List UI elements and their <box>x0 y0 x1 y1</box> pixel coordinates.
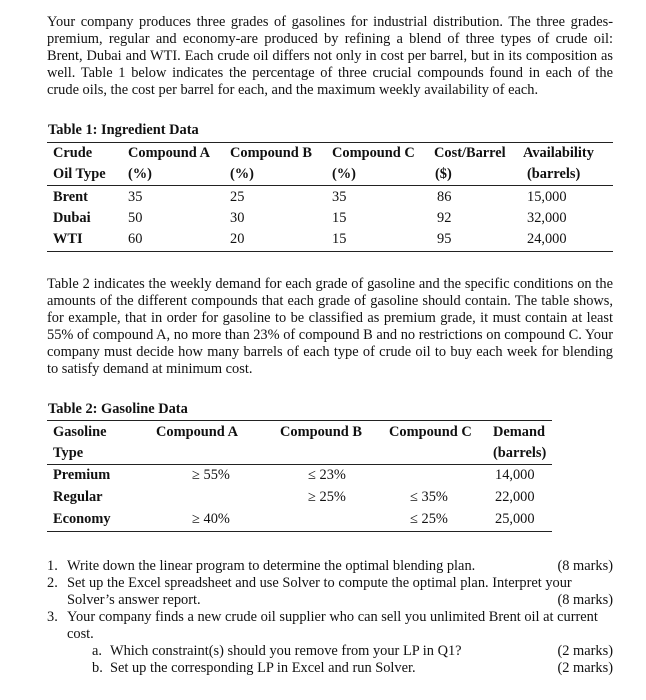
table2-cell: Regular <box>53 489 103 505</box>
table1-header-cost: Cost/Barrel <box>434 145 506 161</box>
question-text-continued: Solver’s answer report. <box>67 592 201 608</box>
table1-subheader-cost-unit: ($) <box>435 166 452 182</box>
table1-header-compound-c: Compound C <box>332 145 415 161</box>
question-text: Your company finds a new crude oil supplier who can sell you unlimited Brent oil at current <box>67 609 598 625</box>
table1-header-rule <box>47 185 613 186</box>
table1-subheader-a-unit: (%) <box>128 166 152 182</box>
table1-cell: 15 <box>332 210 347 226</box>
subquestion-text: Set up the corresponding LP in Excel and run Solver. <box>110 660 416 676</box>
question-3 <box>47 609 613 677</box>
table2-header-rule <box>47 464 552 465</box>
question-1 <box>47 558 613 575</box>
question-number: 2. <box>47 575 58 591</box>
table1-subheader-b-unit: (%) <box>230 166 254 182</box>
question-text: Set up the Excel spreadsheet and use Solver to compute the optimal plan. Interpret your <box>67 575 572 591</box>
subquestion-marks: (2 marks) <box>557 660 613 676</box>
subquestion-number: b. <box>92 660 103 676</box>
table1-cell: Brent <box>53 189 88 205</box>
table1-subheader-type: Oil Type <box>53 166 106 182</box>
table1-cell: 60 <box>128 231 143 247</box>
table1-subheader-c-unit: (%) <box>332 166 356 182</box>
question-3b <box>92 660 613 677</box>
table2-header-gasoline: Gasoline <box>53 424 107 440</box>
table1-bottom-rule <box>47 251 613 252</box>
table1-cell: 86 <box>437 189 452 205</box>
table1-header-compound-b: Compound B <box>230 145 312 161</box>
table1-cell: 15,000 <box>527 189 567 205</box>
table2-cell: 22,000 <box>495 489 535 505</box>
table1-caption: Table 1: Ingredient Data <box>48 122 199 138</box>
question-number: 3. <box>47 609 58 625</box>
table1-cell: 25 <box>230 189 245 205</box>
table2-cell: ≥ 55% <box>192 467 230 483</box>
table2-subheader-type: Type <box>53 445 84 461</box>
subquestion-number: a. <box>92 643 102 659</box>
table1-cell: 35 <box>332 189 347 205</box>
table1-top-rule <box>47 142 613 143</box>
table1-cell: 30 <box>230 210 245 226</box>
subquestion-marks: (2 marks) <box>557 643 613 659</box>
table2-cell: Premium <box>53 467 111 483</box>
table2-header-demand: Demand <box>493 424 545 440</box>
table1-header-crude: Crude <box>53 145 93 161</box>
table2-header-compound-a: Compound A <box>156 424 238 440</box>
table2-cell: Economy <box>53 511 111 527</box>
table2-bottom-rule <box>47 531 552 532</box>
table1-cell: 32,000 <box>527 210 567 226</box>
subquestion-text: Which constraint(s) should you remove from your LP in Q1? <box>110 643 462 659</box>
table2-cell: ≤ 23% <box>308 467 346 483</box>
table1-cell: 15 <box>332 231 347 247</box>
table1-cell: WTI <box>53 231 83 247</box>
table2-cell: 25,000 <box>495 511 535 527</box>
middle-paragraph: Table 2 indicates the weekly demand for each grade of gasoline and the specific conditions on the amounts of the different compounds that each grade of gasoline should contain. The table shows, for example, that in order for gasoline to be classified as premium grade, it must contain at least 55% of compound A, no more than 23% of compound B and no restrictions on compound C. Your company must decide how many barrels of each type of crude oil to buy each week for blending to satisfy demand at minimum cost. <box>47 276 613 377</box>
table1-cell: 92 <box>437 210 452 226</box>
table2-header-compound-c: Compound C <box>389 424 472 440</box>
question-text-continued: cost. <box>67 626 94 642</box>
intro-paragraph: Your company produces three grades of gasolines for industrial distribution. The three grades-premium, regular and economy-are produced by refining a blend of three types of crude oil: Brent, Dubai and WTI. Each crude oil differs not only in cost per barrel, but in its composition as well. Table 1 below indicates the percentage of three crucial compounds found in each of the crude oils, the cost per barrel for each, and the maximum weekly availability of each. <box>47 14 613 98</box>
table1-cell: 95 <box>437 231 452 247</box>
table1-cell: 20 <box>230 231 245 247</box>
question-marks: (8 marks) <box>557 592 613 608</box>
table1-cell: Dubai <box>53 210 91 226</box>
question-2 <box>47 575 613 609</box>
table1-header-availability: Availability <box>523 145 594 161</box>
table2-cell: 14,000 <box>495 467 535 483</box>
table1-cell: 24,000 <box>527 231 567 247</box>
question-text: Write down the linear program to determine the optimal blending plan. <box>67 558 476 574</box>
table1-header-compound-a: Compound A <box>128 145 210 161</box>
table2-top-rule <box>47 420 552 421</box>
table2-header-compound-b: Compound B <box>280 424 362 440</box>
table2-cell: ≥ 25% <box>308 489 346 505</box>
table2-cell: ≤ 35% <box>410 489 448 505</box>
question-marks: (8 marks) <box>557 558 613 574</box>
table1-subheader-availability-unit: (barrels) <box>527 166 581 182</box>
table2-cell: ≤ 25% <box>410 511 448 527</box>
question-3a <box>92 643 613 660</box>
table2-cell: ≥ 40% <box>192 511 230 527</box>
question-number: 1. <box>47 558 58 574</box>
table1-cell: 50 <box>128 210 143 226</box>
table2-subheader-demand-unit: (barrels) <box>493 445 547 461</box>
table2-caption: Table 2: Gasoline Data <box>48 401 188 417</box>
table1-cell: 35 <box>128 189 143 205</box>
